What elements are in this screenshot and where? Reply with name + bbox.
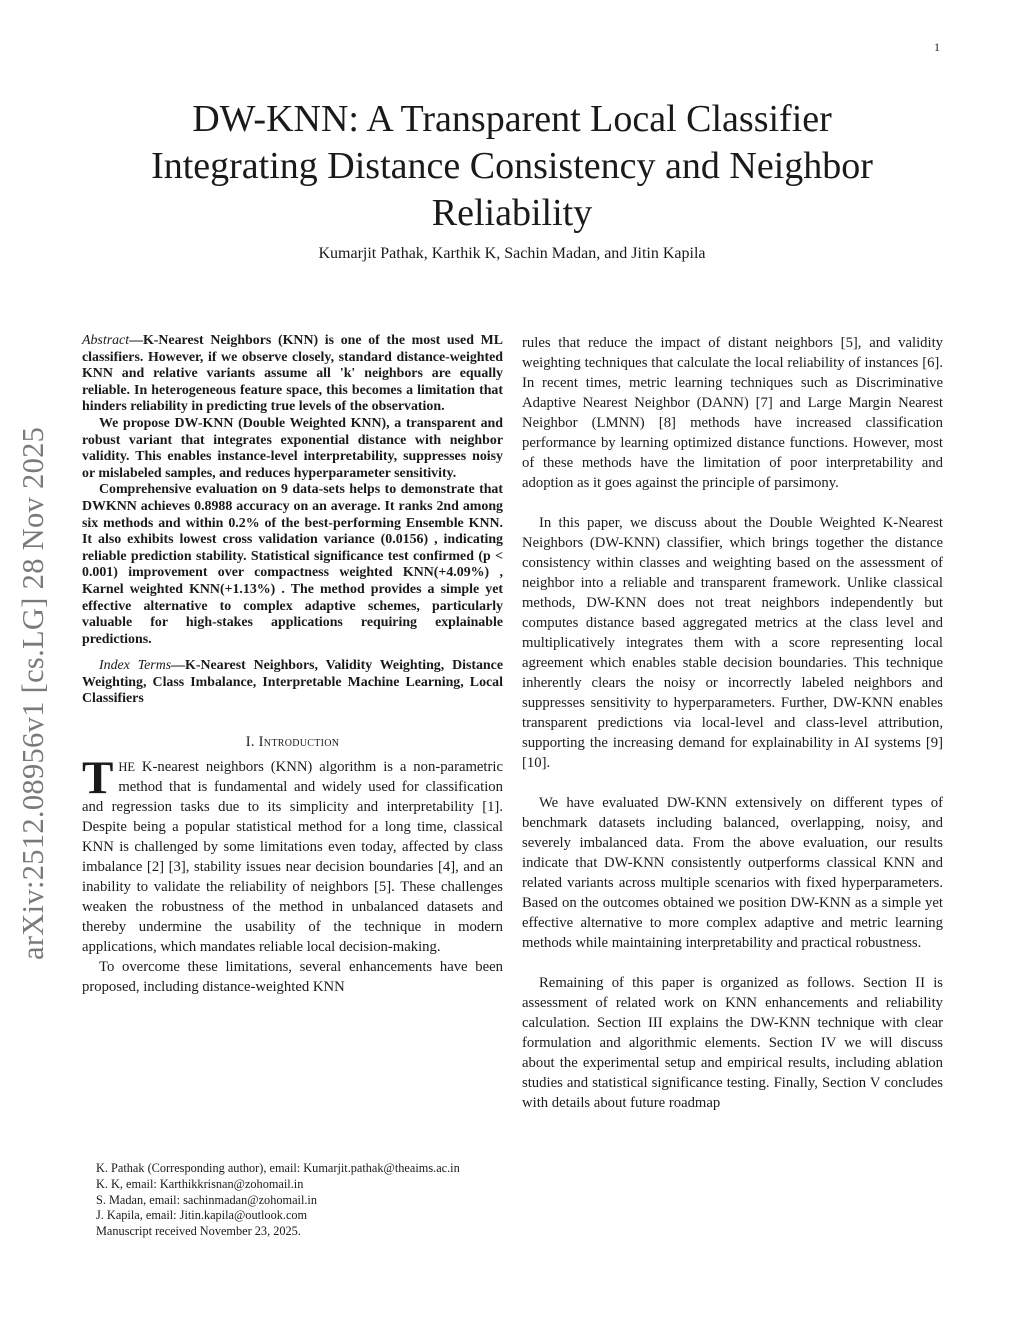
footnote-corresponding-author: K. Pathak (Corresponding author), email: Kumarjit.pathak@theaims.ac.in (96, 1161, 460, 1175)
first-word-rest: HE (118, 759, 136, 774)
abstract-paragraph-3: Comprehensive evaluation on 9 data-sets helps to demonstrate that DWKNN achieves 0.8988 accuracy on an average. It ranks 2nd among six methods and within 0.2% of the best-performing Ensemble KNN. It also exhibits lowest cross validation variance (0.0156) , indicating reliable prediction stability. Statistical significance test confirmed (p < 0.001) improvement over compactness weighted KNN(+4.09%) , Karnel weighted KNN(+1.13%) . The method provides a simple yet effective alternative to complex adaptive schemes, particularly valuable for high-stakes applications requiring explainable predictions. (82, 482, 503, 647)
abstract (82, 333, 503, 648)
introduction-text-1: K-nearest neighbors (KNN) algorithm is a non-parametric method that is fundamental and widely used for classification and regression tasks due to its simplicity and interpretability [1]. Despite being a popular statistical method for a long time, classical KNN is challenged by some limitations even today, affected by class imbalance [2] [3], stability issues near decision boundaries [4], and an inability to validate the reliability of neighbors [5]. These challenges weaken the robustness of the method in unbalanced datasets and thereby undermine the usability of the technique in modern applications, which mandates reliable local decision-making. (82, 758, 503, 955)
right-paragraph-1: rules that reduce the impact of distant neighbors [5], and validity weighting techniques that calculate the local reliability of instances [6]. In recent times, metric learning techniques such as Discriminative Adaptive Nearest Neighbor (DANN) [7] and Large Margin Nearest Neighbor (LMNN) [8] methods have increased classification performance by learning optimized distance functions. However, most of these methods have the limitation of poor interpretability and adoption as it goes against the principle of parsimony. (522, 335, 943, 491)
abstract-paragraph-2: We propose DW-KNN (Double Weighted KNN), a transparent and robust variant that integrates exponential distance with neighbor validity. This enables instance-level interpretability, suppresses noisy or mislabeled samples, and reduces hyperparameter sensitivity. (82, 415, 503, 481)
footnote-manuscript-date: Manuscript received November 23, 2025. (96, 1224, 301, 1239)
index-terms: Index Terms—K-Nearest Neighbors, Validity Weighting, Distance Weighting, Class Imbalance, Interpretable Machine Learning, Local Classifiers (82, 658, 503, 707)
introduction-paragraph-2: To overcome these limitations, several enhancements have been proposed, including distance-weighted KNN (82, 958, 503, 995)
abstract-paragraph-1: Abstract—K-Nearest Neighbors (KNN) is one of the most used ML classifiers. However, if we observe closely, standard distance-weighted KNN and relative variants assume all 'k' neighbors are equally reliable. In heterogeneous feature space, this becomes a limitation that hinders reliability in predicting true levels of the observation. (82, 333, 503, 415)
footnote-author-4: J. Kapila, email: Jitin.kapila@outlook.com (96, 1208, 308, 1223)
footnotes (82, 1161, 503, 1240)
drop-cap: T (82, 751, 114, 804)
index-terms-label: Index Terms (99, 658, 172, 674)
section-heading-introduction: I. Introduction (245, 733, 340, 750)
right-paragraph-2: In this paper, we discuss about the Double Weighted K-Nearest Neighbors (DW-KNN) classifier, which brings together the distance consistency within classes and weighting based on the assessment of neighbor into a reliable and transparent framework. Unlike classical methods, DW-KNN does not treat neighbors independently but computes distance based aggregated metrics at the class level and multiplicatively integrates them with a score representing local agreement which enables stable decision boundaries. This technique inherently clears the noisy or incorrectly labeled neighbors and suppresses sensitivity to hyperparameters. Further, DW-KNN enables transparent predictions via local-level and class-level attribution, supporting the increasing demand for explainability in AI systems [9] [10]. (522, 515, 943, 771)
introduction-paragraph-1 (82, 751, 503, 957)
right-paragraph-3: We have evaluated DW-KNN extensively on different types of benchmark datasets including balanced, overlapping, noisy, and severely imbalanced data. From the above evaluation, our results indicate that DW-KNN consistently outperforms classical KNN and related variants across multiple scenarios with fixed hyperparameters. Based on the outcomes obtained we position DW-KNN as a simple yet effective alternative to more complex adaptive and metric learning methods while maintaining interpretability and practical robustness. (522, 795, 943, 951)
footnote-author-2: K. K, email: Karthikkrisnan@zohomail.in (96, 1176, 304, 1191)
left-column (82, 333, 503, 997)
right-column (522, 333, 943, 1113)
abstract-label: Abstract (82, 333, 130, 348)
index-terms-text: K-Nearest Neighbors, Validity Weighting, Distance Weighting, Class Imbalance, Interpretable Machine Learning, Local Classifiers (82, 658, 503, 707)
footnote-author-3: S. Madan, email: sachinmadan@zohomail.in (96, 1192, 318, 1207)
paper-title: DW-KNN: A Transparent Local Classifier Integrating Distance Consistency and Neighbor Reliability (151, 98, 873, 234)
author-list: Kumarjit Pathak, Karthik K, Sachin Madan, and Jitin Kapila (318, 245, 706, 262)
right-paragraph-4: Remaining of this paper is organized as follows. Section II is assessment of related work on KNN enhancements and reliability calculation. Section III explains the DW-KNN technique with clear formulation and algorithmic elements. Section IV we will discuss about the experimental setup and empirical results, including ablation studies and statistical significance testing. Finally, Section V concludes with details about future roadmap (522, 975, 943, 1111)
arxiv-identifier[interactable]: arXiv:2512.08956v1 [cs.LG] 28 Nov 2025 (16, 426, 50, 960)
page-number: 1 (934, 40, 940, 54)
abstract-text-1: K-Nearest Neighbors (KNN) is one of the most used ML classifiers. However, if we observe closely, standard distance-weighted KNN and relative variants assume all 'k' neighbors are equally reliable. In heterogeneous feature space, this becomes a limitation that hinders reliability in predicting true levels of the observation. (82, 333, 503, 415)
